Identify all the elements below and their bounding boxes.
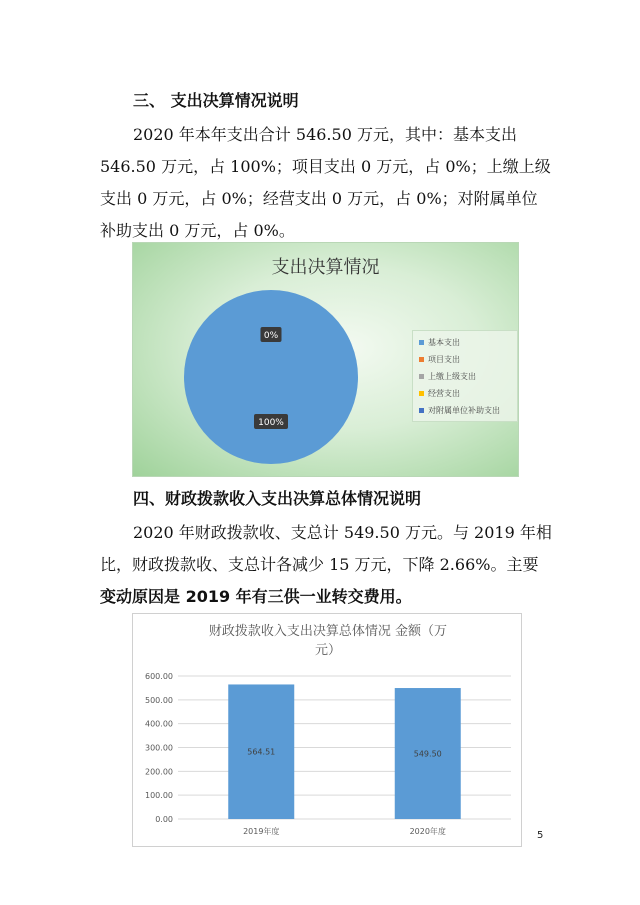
fiscal-funding-bar-chart xyxy=(132,613,522,847)
bar-y-tick-label: 500.00 xyxy=(145,695,173,705)
pie-legend-label: 项目支出 xyxy=(428,355,460,364)
pie-legend-label: 对附属单位补助支出 xyxy=(428,406,500,415)
bar-y-tick-label: 300.00 xyxy=(145,743,173,753)
section3-line-1: 2020 年本年支出合计 546.50 万元，其中：基本支出 xyxy=(133,125,517,144)
bar-data-label: 549.50 xyxy=(413,749,442,759)
section3-line-3: 支出 0 万元，占 0%；经营支出 0 万元，占 0%；对附属单位 xyxy=(100,189,538,208)
pie-legend-swatch xyxy=(419,357,424,362)
page-number: 5 xyxy=(537,830,544,841)
pie-legend-label: 基本支出 xyxy=(428,338,460,347)
bar-y-tick-label: 100.00 xyxy=(145,791,173,801)
section3-heading: 三、 支出决算情况说明 xyxy=(133,91,299,110)
section4-heading: 四、财政拨款收入支出决算总体情况说明 xyxy=(133,489,422,508)
section4-line-2: 比，财政拨款收、支总计各减少 15 万元，下降 2.66%。主要 xyxy=(100,555,539,574)
bar-y-tick-label: 600.00 xyxy=(145,672,173,681)
bar-chart-title-line-1: 财政拨款收入支出决算总体情况 金额（万 xyxy=(208,624,448,639)
pie-legend-item xyxy=(419,354,460,365)
pie-legend-label: 经营支出 xyxy=(428,389,460,398)
pie-data-label: 100% xyxy=(258,418,284,428)
expenditure-pie-chart xyxy=(132,242,519,477)
section3-line-2: 546.50 万元，占 100%；项目支出 0 万元，占 0%；上缴上级 xyxy=(100,157,551,176)
pie-legend-item xyxy=(419,388,460,399)
pie-chart-title: 支出决算情况 xyxy=(271,257,380,278)
bar-y-tick-label: 200.00 xyxy=(145,767,173,777)
pie-legend-swatch xyxy=(419,391,424,396)
section4-line-3: 变动原因是 2019 年有三供一业转交费用。 xyxy=(100,587,412,606)
bar-x-tick-label: 2019年度 xyxy=(243,827,280,836)
pie-legend-swatch xyxy=(419,408,424,413)
pie-slice-基本支出 xyxy=(184,290,358,464)
pie-legend-item xyxy=(419,371,476,382)
pie-legend-item xyxy=(419,337,460,348)
pie-legend-item xyxy=(419,405,500,416)
pie-legend-swatch xyxy=(419,374,424,379)
pie-legend-label: 上缴上级支出 xyxy=(428,372,476,381)
bar-chart-title-line-2: 元） xyxy=(314,643,341,658)
pie-chart-legend xyxy=(412,330,518,422)
section4-line-1: 2020 年财政拨款收、支总计 549.50 万元。与 2019 年相 xyxy=(133,523,552,542)
bar-y-tick-label: 400.00 xyxy=(145,719,173,729)
pie-data-label: 0% xyxy=(263,331,279,341)
section3-line-4: 补助支出 0 万元，占 0%。 xyxy=(100,221,295,240)
bar-y-tick-label: 0.00 xyxy=(155,815,173,824)
bar-data-label: 564.51 xyxy=(247,747,276,757)
pie-legend-swatch xyxy=(419,340,424,345)
bar-chart-plot xyxy=(133,614,521,846)
bar-x-tick-label: 2020年度 xyxy=(409,827,446,836)
